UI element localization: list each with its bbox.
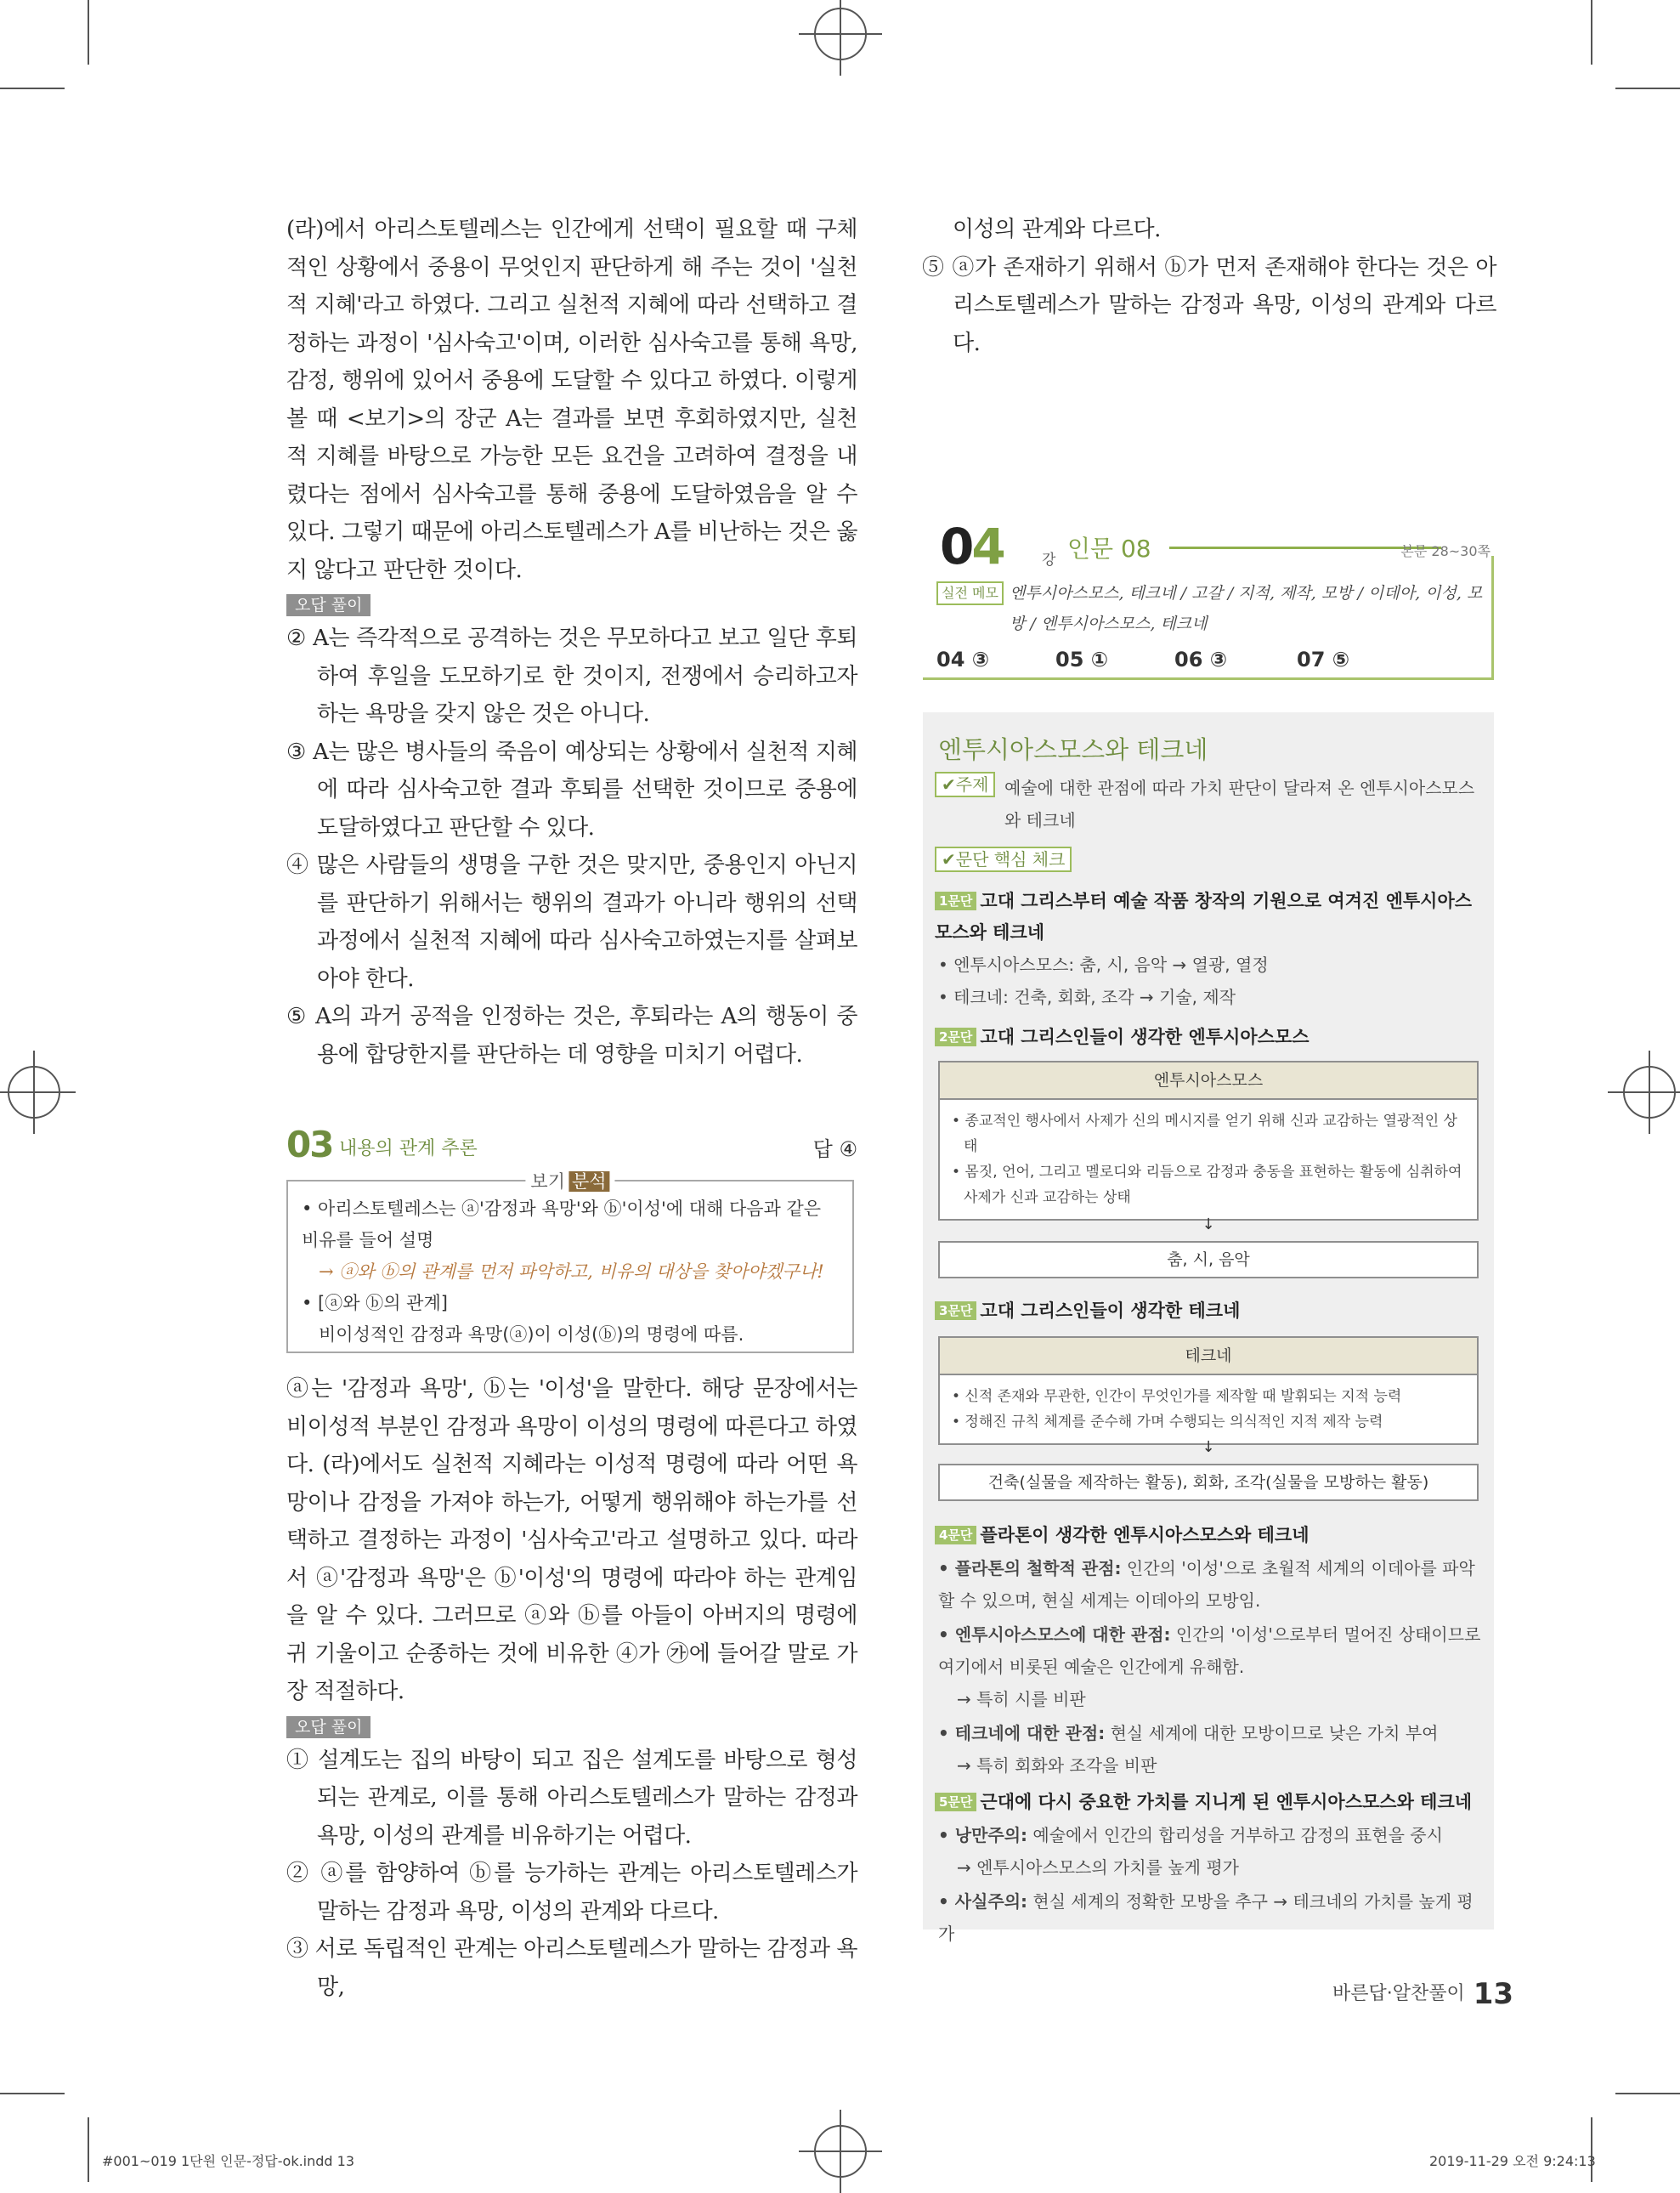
down-arrow-icon: ↓ [1202,1438,1215,1456]
table-header: 엔투시아스모스 [940,1062,1477,1100]
paragraph-5-bullet [938,1819,1487,1884]
lesson-gang-label: 강 [1042,552,1056,569]
paragraph-1-bullet: • 엔투시아스모스: 춤, 시, 음악 → 열광, 열정 [938,955,1269,975]
bogi-line: 비이성적인 감정과 욕망(ⓐ)이 이성(ⓑ)의 명령에 따름. [319,1324,744,1345]
wrong-answer-item: ① 설계도는 집의 바탕이 되고 집은 설계도를 바탕으로 형성되는 관계로, 이를 통해 아리스토텔레스가 말하는 감정과 욕망, 이성의 관계를 비유하기는 어렵다. [286,1747,857,1849]
print-slug-file: #001~019 1단원 인문-정답-ok.indd 13 [102,2153,355,2169]
bullet-text: 인간의 '이성'으로 초월적 세계의 이데아를 파악할 수 있으며, 현실 세계는 이데아의 모방임. [938,1558,1475,1611]
enthusiasmos-result: 춤, 시, 음악 [938,1241,1479,1278]
down-arrow-icon: ↓ [1202,1216,1215,1233]
paragraph-4-heading [935,1520,1487,1551]
core-check-tag: ✔문단 핵심 체크 [935,847,1072,872]
left-column-top [286,211,857,1074]
bullet-text: 현실 세계의 정확한 모방을 추구 → 테크네의 가치를 높게 평가 [938,1891,1474,1944]
summary-title: 엔투시아스모스와 테크네 [938,735,1208,764]
answer-item: 06 ③ [1174,648,1228,672]
paragraph-heading-text: 플라톤이 생각한 엔투시아스모스와 테크네 [980,1525,1309,1545]
wrong-answer-item: ③ A는 많은 병사들의 죽음이 예상되는 상황에서 실천적 지혜에 따라 심사숙고한 결과 후퇴를 선택한 것이므로 중용에 도달하였다고 판단할 수 있다. [286,739,857,841]
lesson-header [923,518,1494,688]
paragraph-heading-text: 고대 그리스인들이 생각한 엔투시아스모스 [980,1027,1309,1047]
wrong-answer-item: ② A는 즉각적으로 공격하는 것은 무모하다고 보고 일단 후퇴하여 후일을 도모하기로 한 것이지, 전쟁에서 승리하고자 하는 욕망을 갖지 않은 것은 아니다. [286,626,857,727]
page-footer [1332,1977,1513,2011]
bogi-label [525,1168,614,1193]
table-header: 테크네 [940,1338,1477,1375]
crop-mark [0,2093,65,2094]
crop-mark [0,88,65,89]
registration-mark [1623,1066,1676,1119]
paragraph-tag: 3문단 [935,1301,976,1320]
answer-item: 07 ⑤ [1297,648,1350,672]
paragraph-tag: 1문단 [935,892,976,910]
lesson-page-ref: 본문 28~30쪽 [1400,543,1491,559]
bullet-text: 예술에서 인간의 합리성을 거부하고 감정의 표현을 중시 [1032,1825,1443,1845]
bogi-label-highlight: 분석 [568,1171,610,1192]
bullet-lead: • 낭만주의: [938,1825,1028,1845]
bullet-text: 인간의 '이성'으로부터 멀어진 상태이므로 여기에서 비롯된 예술은 인간에게 유해함. [938,1624,1481,1677]
question-number: 03 [286,1124,333,1165]
paragraph-tag: 5문단 [935,1793,976,1811]
bogi-analysis-box [286,1171,854,1353]
bullet-text: 현실 세계에 대한 모방이므로 낮은 가치 부여 [1110,1723,1439,1743]
table-row: • 몸짓, 언어, 그리고 멜로디와 리듬으로 감정과 충동을 표현하는 활동에 심취하여 사제가 신과 교감하는 상태 [952,1164,1462,1206]
paragraph-5-heading [935,1787,1487,1818]
right-column-top [922,211,1496,362]
table-body [940,1375,1477,1443]
wrong-answer-tag: 오답 풀이 [286,594,371,616]
crop-mark [1591,2117,1592,2182]
paragraph-4-bullet [938,1552,1487,1617]
paragraph-4-bullet [938,1717,1487,1782]
table-row: • 종교적인 행사에서 사제가 신의 메시지를 얻기 위해 신과 교감하는 열광적인 상태 [952,1113,1457,1155]
page-number: 13 [1473,1977,1514,2011]
theme-tag: ✔주제 [935,772,995,797]
paragraph-heading-text: 고대 그리스인들이 생각한 테크네 [980,1300,1241,1321]
bogi-handwritten-note: → ⓐ와 ⓑ의 관계를 먼저 파악하고, 비유의 대상을 찾아야겠구나! [319,1261,824,1282]
bullet-lead: • 사실주의: [938,1891,1028,1912]
paragraph-tag: 2문단 [935,1028,976,1046]
crop-mark [1615,2093,1680,2094]
footer-label: 바른답·알찬풀이 [1332,1983,1465,2004]
answer-item: 04 ③ [936,648,990,672]
question-title: 내용의 관계 추론 [339,1138,478,1159]
table-body [940,1100,1477,1219]
paragraph-heading-text: 근대에 다시 중요한 가치를 지니게 된 엔투시아스모스와 테크네 [980,1792,1473,1812]
question-answer: 답 ④ [812,1137,857,1161]
question-03-header [286,1124,857,1166]
bogi-line: • 아리스토텔레스는 ⓐ'감정과 욕망'와 ⓑ'이성'에 대해 다음과 같은 비유를 들어 설명 [302,1198,822,1250]
table-row: • 정해진 규칙 체계를 준수해 가며 수행되는 의식적인 지적 제작 능력 [952,1414,1383,1431]
crop-mark [1591,0,1592,65]
memo-tag: 실전 메모 [936,581,1004,605]
bogi-body [302,1193,840,1351]
wrong-answer-item: ⑤ ⓐ가 존재하기 위해서 ⓑ가 먼저 존재해야 한다는 것은 아리스토텔레스가 말하는 감정과 욕망, 이성의 관계와 다르다. [922,254,1496,356]
theme-text: 예술에 대한 관점에 따라 가치 판단이 달라져 온 엔투시아스모스와 테크네 [1004,778,1475,830]
crop-mark [88,0,89,65]
registration-mark [814,8,867,60]
wrong-answer-item: ④ 많은 사람들의 생명을 구한 것은 맞지만, 중용인지 아닌지를 판단하기 위해서는 행위의 결과가 아니라 행위의 선택 과정에서 실천적 지혜에 따라 심사숙고하였는지를 살펴보아야 한다. [286,853,857,992]
explanation-paragraph: ⓐ는 '감정과 욕망', ⓑ는 '이성'을 말한다. 해당 문장에서는 비이성적 부분인 감정과 욕망이 이성의 명령에 따른다고 하였다. (라)에서도 실천적 지혜라는 이성적 명령에 따라 어떤 욕망이나 감정을 가져야 하는가, 어떻게 행위해야 하는가를 선택하고 결정하는 과정이 '심사숙고'라고 설명하고 있다. 따라서 ⓐ'감정과 욕망'은 ⓑ'이성'의 명령에 따라야 하는 관계임을 알 수 있다. 그러므로 ⓐ와 ⓑ를 아들이 아버지의 명령에 귀 기울이고 순종하는 것에 비유한 ④가 ㉮에 들어갈 말로 가장 적절하다. [286,1376,857,1704]
lesson-title: 인문 08 [1067,535,1151,563]
paragraph-1-heading [935,886,1487,949]
answer-item: 05 ① [1055,648,1109,672]
lesson-number-prefix: 0 [940,518,972,575]
bogi-label-text: 보기 [530,1171,565,1192]
crop-mark [1615,88,1680,89]
table-row: • 신적 존재와 무관한, 인간이 무엇인가를 제작할 때 발휘되는 지적 능력 [952,1388,1402,1405]
lesson-number-suffix: 4 [971,518,1004,575]
crop-mark [88,2117,89,2182]
paragraph-tag: 4문단 [935,1526,976,1544]
summary-panel [923,712,1494,1944]
bullet-sub: → 특히 회화와 조각을 비판 [957,1755,1157,1776]
wrong-answer-item: ③ 서로 독립적인 관계는 아리스토텔레스가 말하는 감정과 욕망, [286,1936,857,2000]
techne-table [938,1336,1479,1445]
memo-text: 엔투시아스모스, 테크네 / 고갈 / 지적, 제작, 모방 / 이데아, 이성, 모방 / 엔투시아스모스, 테크네 [1010,584,1483,633]
bullet-lead: • 테크네에 대한 관점: [938,1723,1106,1743]
bullet-lead: • 엔투시아스모스에 대한 관점: [938,1624,1171,1645]
enthusiasmos-table [938,1061,1479,1221]
wrong-answer-item: ② ⓐ를 함양하여 ⓑ를 능가하는 관계는 아리스토텔레스가 말하는 감정과 욕망, 이성의 관계와 다르다. [286,1861,857,1924]
paragraph-2-heading [935,1022,1487,1053]
bullet-sub: → 특히 시를 비판 [957,1689,1086,1709]
bullet-sub: → 엔투시아스모스의 가치를 높게 평가 [957,1857,1239,1878]
paragraph-heading-text: 고대 그리스부터 예술 작품 창작의 기원으로 여겨진 엔투시아스모스와 테크네 [935,891,1473,943]
paragraph-5-bullet [938,1885,1487,1950]
print-slug-date: 2019-11-29 오전 9:24:13 [1429,2153,1596,2169]
explanation-paragraph: (라)에서 아리스토텔레스는 인간에게 선택이 필요할 때 구체적인 상황에서 중용이 무엇인지 판단하게 해 주는 것이 '실천적 지혜'라고 하였다. 그리고 실천적 지혜에 따라 선택하고 결정하는 과정이 '심사숙고'이며, 이러한 심사숙고를 통해 욕망, 감정, 행위에 있어서 중용에 도달할 수 있다고 하였다. 이렇게 볼 때 <보기>의 장군 A는 결과를 보면 후회하였지만, 실천적 지혜를 바탕으로 가능한 모든 요건을 고려하여 결정을 내렸다는 점에서 심사숙고를 통해 중용에 도달하였음을 알 수 있다. 그렇기 때문에 아리스토텔레스가 A를 비난하는 것은 옳지 않다고 판단한 것이다. [286,217,857,583]
paragraph-4-bullet [938,1618,1487,1715]
registration-mark [814,2125,867,2178]
techne-result: 건축(실물을 제작하는 활동), 회화, 조각(실물을 모방하는 활동) [938,1464,1479,1501]
paragraph-3-heading [935,1295,1487,1327]
bullet-lead: • 플라톤의 철학적 관점: [938,1558,1122,1578]
wrong-answer-item: ⑤ A의 과거 공적을 인정하는 것은, 후퇴라는 A의 행동이 중용에 합당한지를 판단하는 데 영향을 미치기 어렵다. [286,1004,857,1068]
left-column-bottom [286,1370,857,2006]
paragraph-1-bullet: • 테크네: 건축, 회화, 조각 → 기술, 제작 [938,987,1236,1007]
registration-mark [8,1066,60,1119]
wrong-answer-continued: 이성의 관계와 다르다. [953,217,1161,242]
wrong-answer-tag: 오답 풀이 [286,1716,371,1738]
bogi-line: • [ⓐ와 ⓑ의 관계] [302,1293,448,1313]
